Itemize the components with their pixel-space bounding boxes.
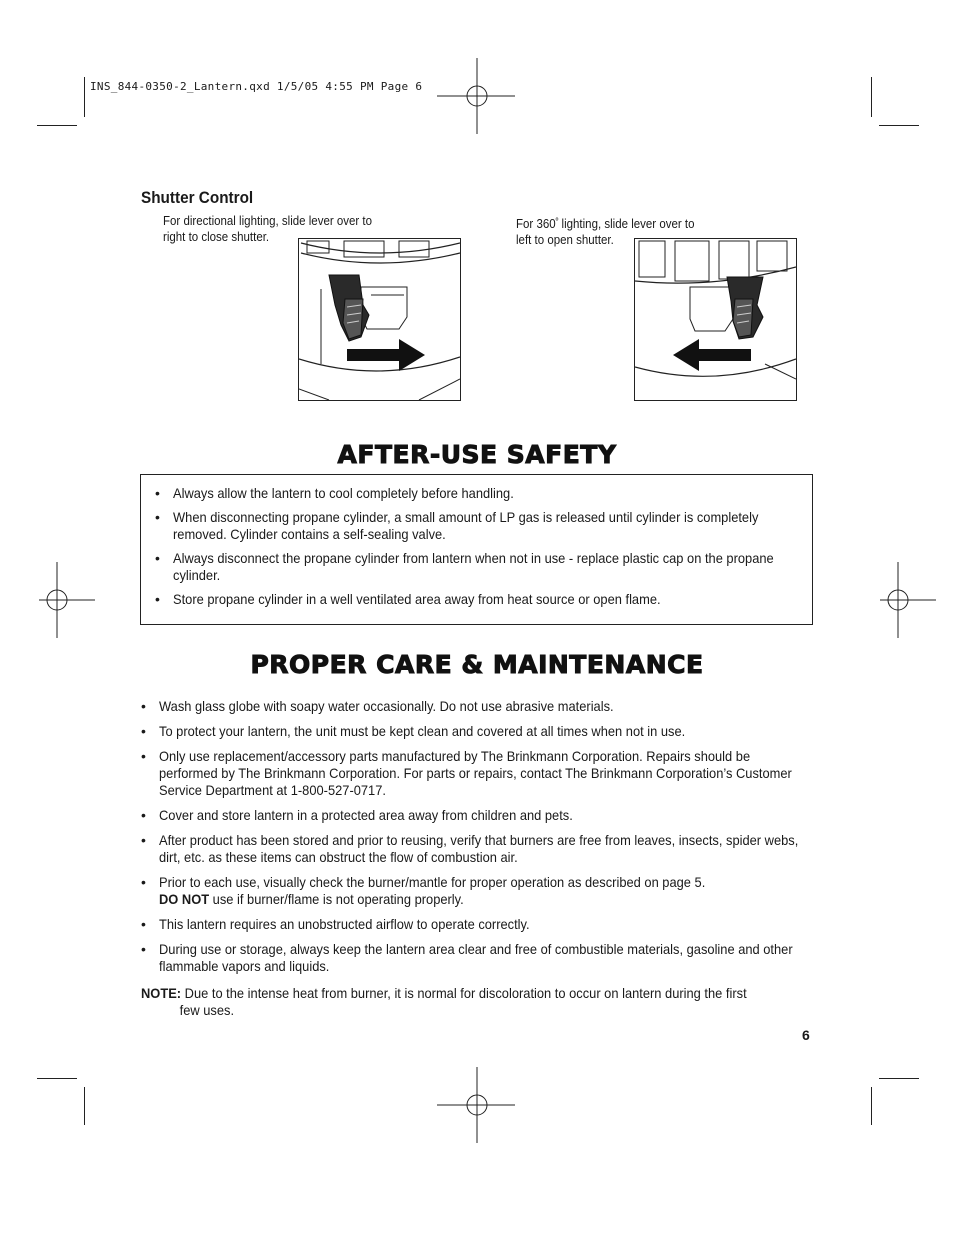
list-item [141,807,811,824]
note-text-group [141,985,807,1019]
file-slug: INS_844-0350-2_Lantern.qxd 1/5/05 4:55 PM Page 6 [90,80,423,93]
note [141,985,811,1019]
list-item-text: During use or storage, always keep the lantern area clear and free of combustible materials, gasoline and other flammable vapors and liquids. [159,941,793,974]
list-item [141,723,811,740]
bullet: • [141,748,146,764]
list-item-text: Always disconnect the propane cylinder from lantern when not in use - replace plastic cap on the propane cylinder. [173,550,774,583]
bullet: • [141,874,146,890]
after-use-list [155,485,815,615]
list-item [141,916,811,933]
care-maintenance-heading: PROPER CARE & MAINTENANCE [250,650,704,679]
care-list [141,698,811,983]
registration-mark-left [17,560,97,640]
registration-mark-right [858,560,938,640]
list-item-text: Cover and store lantern in a protected area away from children and pets. [159,807,573,823]
list-item-text: To protect your lantern, the unit must be kept clean and covered at all times when not in use. [159,723,686,739]
note-label: NOTE: [141,985,182,1001]
do-not-label: DO NOT [159,891,210,907]
after-use-safety-heading: AFTER-USE SAFETY [337,440,617,469]
list-item [141,832,811,866]
bullet: • [141,916,146,932]
list-item [155,591,815,608]
list-item [141,874,811,908]
list-item-text: Always allow the lantern to cool completely before handling. [173,485,514,501]
list-item [155,485,815,502]
after-use-safety-box [140,474,813,625]
bullet: • [155,485,160,501]
bullet: • [155,509,160,525]
list-item [155,550,815,584]
registration-mark-top [437,56,517,136]
list-item-text: Store propane cylinder in a well ventilated area away from heat source or open flame. [173,591,661,607]
bullet: • [155,550,160,566]
list-item-text: Wash glass globe with soapy water occasionally. Do not use abrasive materials. [159,698,614,714]
do-not-text: use if burner/flame is not operating properly. [209,891,464,907]
list-item [141,941,811,975]
degree-mark: º [555,216,559,225]
left-caption-line-1: For directional lighting, slide lever over to [163,214,373,228]
bullet: • [141,832,146,848]
page-number: 6 [802,1027,810,1043]
note-text-line-2: few uses. [179,1002,235,1018]
left-caption-line-2: right to close shutter. [163,230,270,244]
right-caption-line-2: left to open shutter. [516,233,614,248]
list-item-text: Only use replacement/accessory parts manufactured by The Brinkmann Corporation. Repairs should be performed by The Brinkmann Corporation. For parts or repairs, contact The Brinkmann Corporation’s Customer Service Department at 1-800-527-0717. [159,748,792,798]
bullet: • [141,941,146,957]
list-item [155,509,815,543]
list-item [141,698,811,715]
shutter-open-figure [634,238,797,401]
list-item-text: Prior to each use, visually check the burner/mantle for proper operation as described on page 5. [159,874,706,890]
list-item-text: When disconnecting propane cylinder, a small amount of LP gas is released until cylinder is completely removed. Cylinder contains a self-sealing valve. [173,509,759,542]
shutter-control-title: Shutter Control [141,188,254,207]
list-item [141,748,811,799]
right-caption-line-1 [516,213,694,232]
list-item-text: This lantern requires an unobstructed airflow to operate correctly. [159,916,530,932]
bullet: • [155,591,160,607]
list-item-text-group [159,874,807,908]
list-item-text: After product has been stored and prior to reusing, verify that burners are free from leaves, insects, spider webs, dirt, etc. as these items can obstruct the flow of combustion air. [159,832,799,865]
note-text-line-1: Due to the intense heat from burner, it is normal for discoloration to occur on lantern during the first [181,985,747,1001]
shutter-close-figure [298,238,461,401]
right-caption-text-a: For 360 [516,217,556,232]
bullet: • [141,698,146,714]
right-caption-text-b: lighting, slide lever over to [558,217,695,232]
bullet: • [141,807,146,823]
bullet: • [141,723,146,739]
registration-mark-bottom [437,1065,517,1145]
